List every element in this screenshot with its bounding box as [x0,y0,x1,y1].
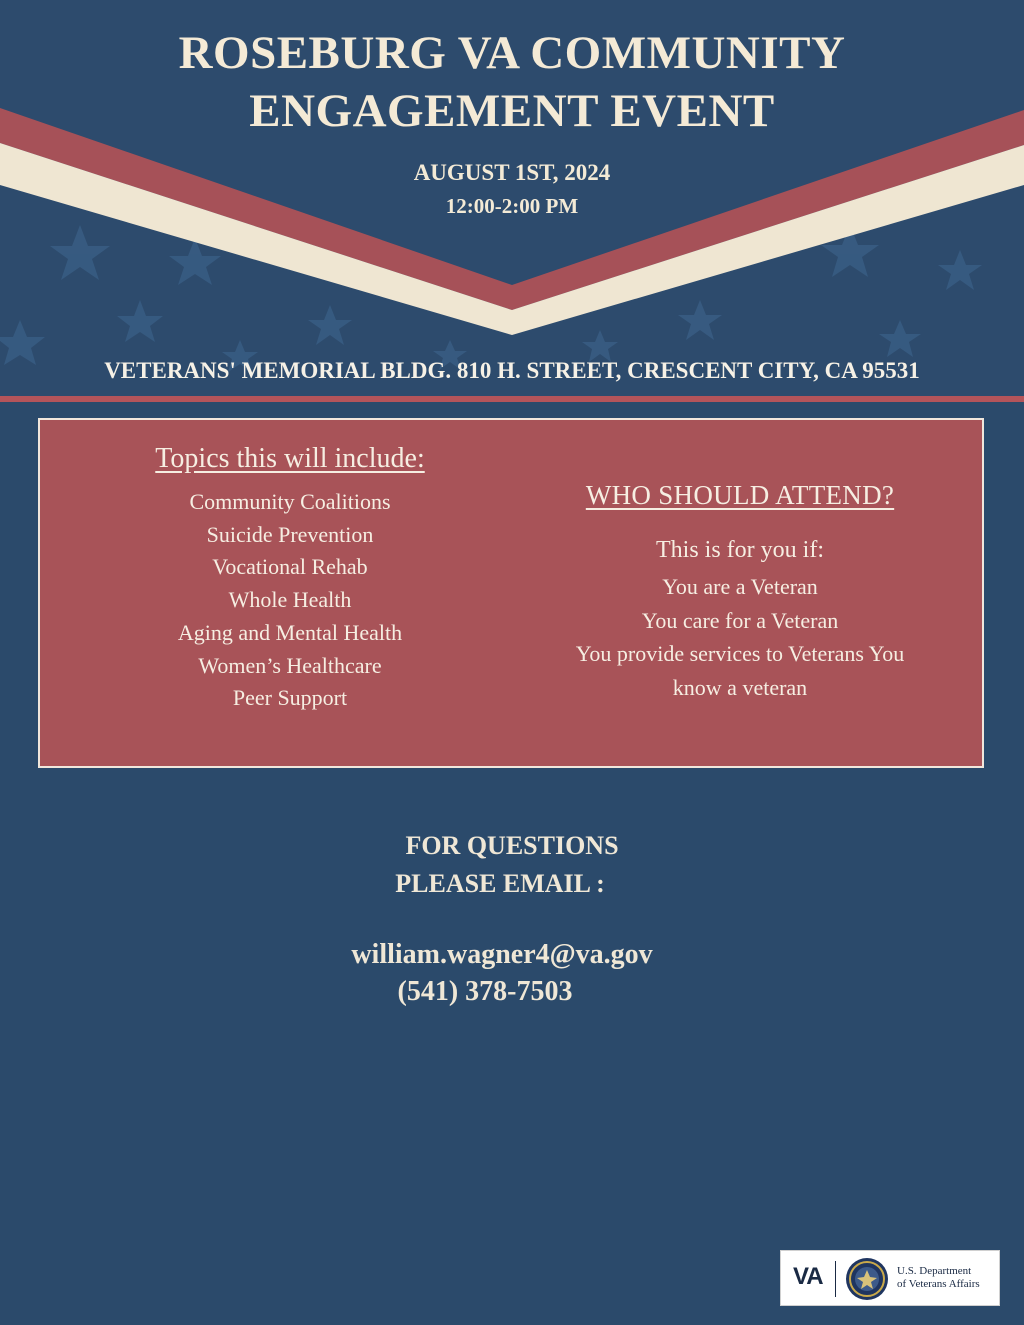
department-line-2: of Veterans Affairs [897,1278,980,1290]
contact-email[interactable]: william.wagner4@va.gov [351,939,653,970]
event-time: 12:00-2:00 PM [445,194,579,218]
va-mark: VA [793,1263,823,1290]
title-line-2: ENGAGEMENT EVENT [249,85,775,137]
contact-line-2: PLEASE EMAIL : [395,869,605,898]
topic-item: Community Coalitions [189,489,391,514]
attend-line: You provide services to Veterans You [575,641,905,666]
topic-item: Women’s Healthcare [198,652,382,678]
attend-section [540,478,940,704]
attend-subheading: This is for you if: [656,537,824,563]
topics-heading: Topics this will include: [155,443,425,474]
topics-section [100,442,480,715]
attend-heading: WHO SHOULD ATTEND? [585,480,895,510]
info-panel [38,418,984,768]
topic-item: Whole Health [228,587,352,613]
title-line-1: ROSEBURG VA COMMUNITY [178,27,846,79]
event-location: VETERANS' MEMORIAL BLDG. 810 H. STREET, CRESCENT CITY, CA 95531 [104,358,920,383]
contact-line-1: FOR QUESTIONS [405,831,619,860]
topic-item: Vocational Rehab [212,554,368,580]
va-seal-icon [845,1257,889,1301]
divider [0,396,1024,402]
topic-item: Suicide Prevention [206,521,374,547]
contact-phone[interactable]: (541) 378-7503 [397,976,573,1007]
event-date: AUGUST 1ST, 2024 [413,160,611,185]
department-line-1: U.S. Department [897,1265,972,1277]
topic-item: Peer Support [232,685,348,711]
topic-item: Aging and Mental Health [177,619,403,645]
event-title [0,24,1024,140]
attend-line: You are a Veteran [662,574,818,599]
department-name [897,1265,997,1291]
va-logo [780,1250,1000,1306]
logo-divider [835,1261,836,1297]
attend-line: know a veteran [672,674,808,700]
attend-line: You care for a Veteran [641,607,839,633]
